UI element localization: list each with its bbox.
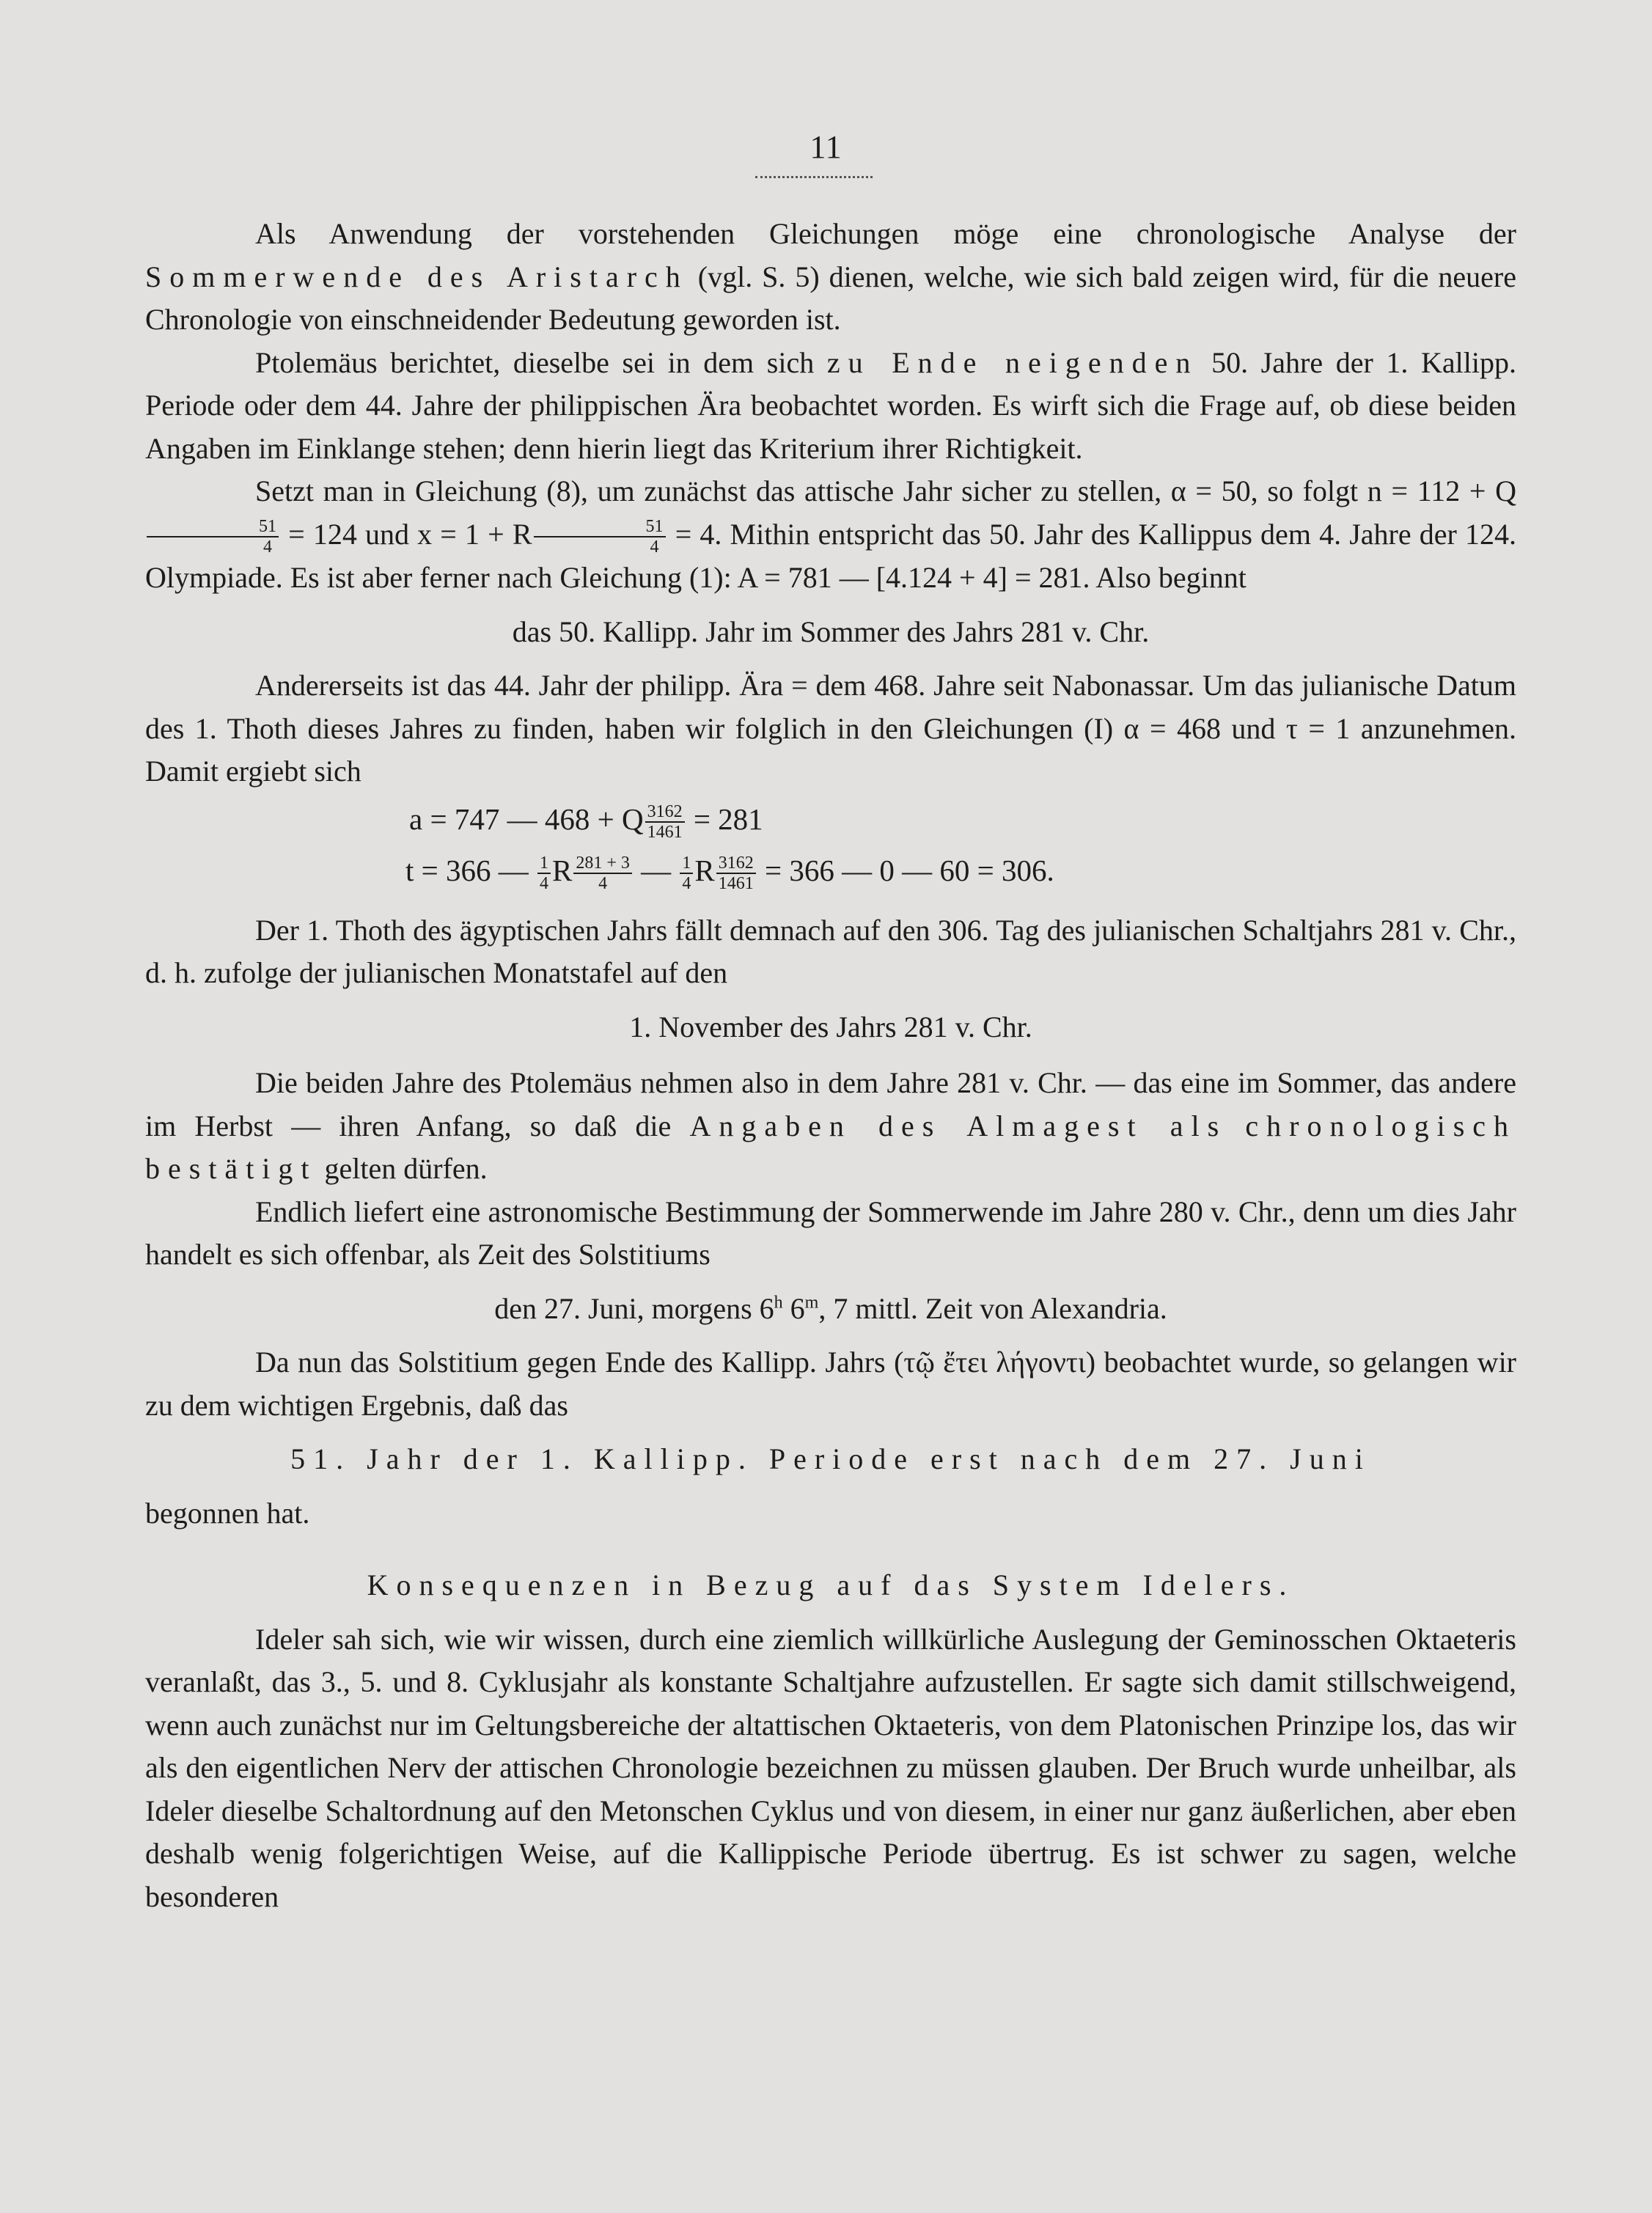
fraction-1-4-a: $\frac{1}{4}$ <box>537 854 551 893</box>
paragraph-8: Da nun das Solstitium gegen Ende des Kallipp. Jahrs (τῷ ἔτει λήγοντι) beobachtet wurde, so gelangen wir zu dem wichtigen Ergebnis, daß das <box>145 1346 1516 1422</box>
paragraph-3: Setzt man in Gleichung (8), um zunächst das attische Jahr sicher zu stellen, α = 50, so folgt n = 112 + Q $\frac{51}{4}$ = 124 und x = 1 + R $\frac{51}{4}$ = 4. Mithin entspricht das 50. Jahr des Kallippus dem 4. Jahre der 124. Olympiade. Es ist aber ferner nach Gleichung (1): A = 781 — [4.124 + 4] = 281. Also beginnt <box>145 474 1516 595</box>
fraction-284-4: $\frac{281 + 3}{4}$ <box>573 854 632 893</box>
centered-result-3: den 27. Juni, morgens 6$^h$ 6$^m$, 7 mittl. Zeit von Alexandria. <box>494 1291 1167 1325</box>
fraction-1-4-b: $\frac{1}{4}$ <box>680 854 693 893</box>
section-heading: Konsequenzen in Bezug auf das System Idelers. <box>367 1568 1295 1602</box>
centered-result-1: das 50. Kallipp. Jahr im Sommer des Jahrs 281 v. Chr. <box>512 614 1150 648</box>
paragraph-6: Die beiden Jahre des Ptolemäus nehmen also in dem Jahre 281 v. Chr. — das eine im Sommer, das andere im Herbst — ihren Anfang, so daß die Angaben des Almagest als chronologisch bestätigt gelten dürfen. <box>145 1066 1517 1186</box>
fraction-51-4-r: $\frac{51}{4}$ <box>534 517 666 557</box>
paragraph-4: Andererseits ist das 44. Jahr der philipp. Ära = dem 468. Jahre seit Nabonassar. Um das julianische Datum des 1. Thoth dieses Jahres zu finden, haben wir folglich in den Gleichungen (I) α = 468 und τ = 1 anzunehmen. Damit ergiebt sich <box>145 669 1516 788</box>
page-number: 11 <box>810 129 842 165</box>
centered-result-4: 51. Jahr der 1. Kallipp. Periode erst nach dem 27. Juni <box>290 1442 1371 1476</box>
fraction-3162-1461: $\frac{3162}{1461}$ <box>645 802 685 842</box>
paragraph-7: Endlich liefert eine astronomische Bestimmung der Sommerwende im Jahre 280 v. Chr., denn um dies Jahr handelt es sich offenbar, als Zeit des Solstitiums <box>145 1194 1516 1271</box>
paragraph-2: Ptolemäus berichtet, dieselbe sei in dem sich zu Ende neigenden 50. Jahre der 1. Kallipp. Periode oder dem 44. Jahre der philippischen Ära beobachtet worden. Es wirft sich die Frage auf, ob diese beiden Angaben im Einklange stehen; denn hierin liegt das Kriterium ihrer Richtigkeit. <box>145 345 1517 465</box>
equation-a: a = 747 — 468 + Q $\frac{3162}{1461}$ = 281 <box>409 801 763 843</box>
paragraph-9: begonnen hat. <box>145 1496 310 1530</box>
centered-result-2: 1. November des Jahrs 281 v. Chr. <box>629 1010 1032 1043</box>
page-number-ornament <box>755 170 873 178</box>
paragraph-5: Der 1. Thoth des ägyptischen Jahrs fällt demnach auf den 306. Tag des julianischen Schaltjahrs 281 v. Chr., d. h. zufolge der julianischen Monatstafel auf den <box>145 913 1516 990</box>
fraction-51-4-q: $\frac{51}{4}$ <box>147 517 279 557</box>
paragraph-10: Ideler sah sich, wie wir wissen, durch eine ziemlich willkürliche Auslegung der Geminosschen Oktaeteris veranlaßt, das 3., 5. und 8. Cyklusjahr als konstante Schaltjahre aufzustellen. Er sagte sich damit stillschweigend, wenn auch zunächst nur im Geltungsbereiche der altattischen Oktaeteris, von dem Platonischen Prinzipe los, das wir als den eigentlichen Nerv der attischen Chronologie bezeichnen zu müssen glauben. Der Bruch wurde unheilbar, als Ideler dieselbe Schaltordnung auf den Metonschen Cyklus und von diesem, in einer nur ganz äußerlichen, aber eben deshalb wenig folgerichtigen Weise, auf die Kallippische Periode übertrug. Es ist schwer zu sagen, welche besonderen <box>145 1622 1516 1913</box>
page-body <box>145 213 1516 1918</box>
equation-t: t = 366 — $\frac{1}{4}$ R $\frac{281 + 3}{4}$ — $\frac{1}{4}$ R $\frac{3162}{1461}$ = 366 — 0 — 60 = 306. <box>405 853 1054 894</box>
paragraph-1: Als Anwendung der vorstehenden Gleichungen möge eine chronologische Analyse der Sommerwende des Aristarch (vgl. S. 5) dienen, welche, wie sich bald zeigen wird, für die neuere Chronologie von einschneidender Bedeutung geworden ist. <box>145 217 1517 336</box>
fraction-3162-1461-b: $\frac{3162}{1461}$ <box>716 854 756 893</box>
